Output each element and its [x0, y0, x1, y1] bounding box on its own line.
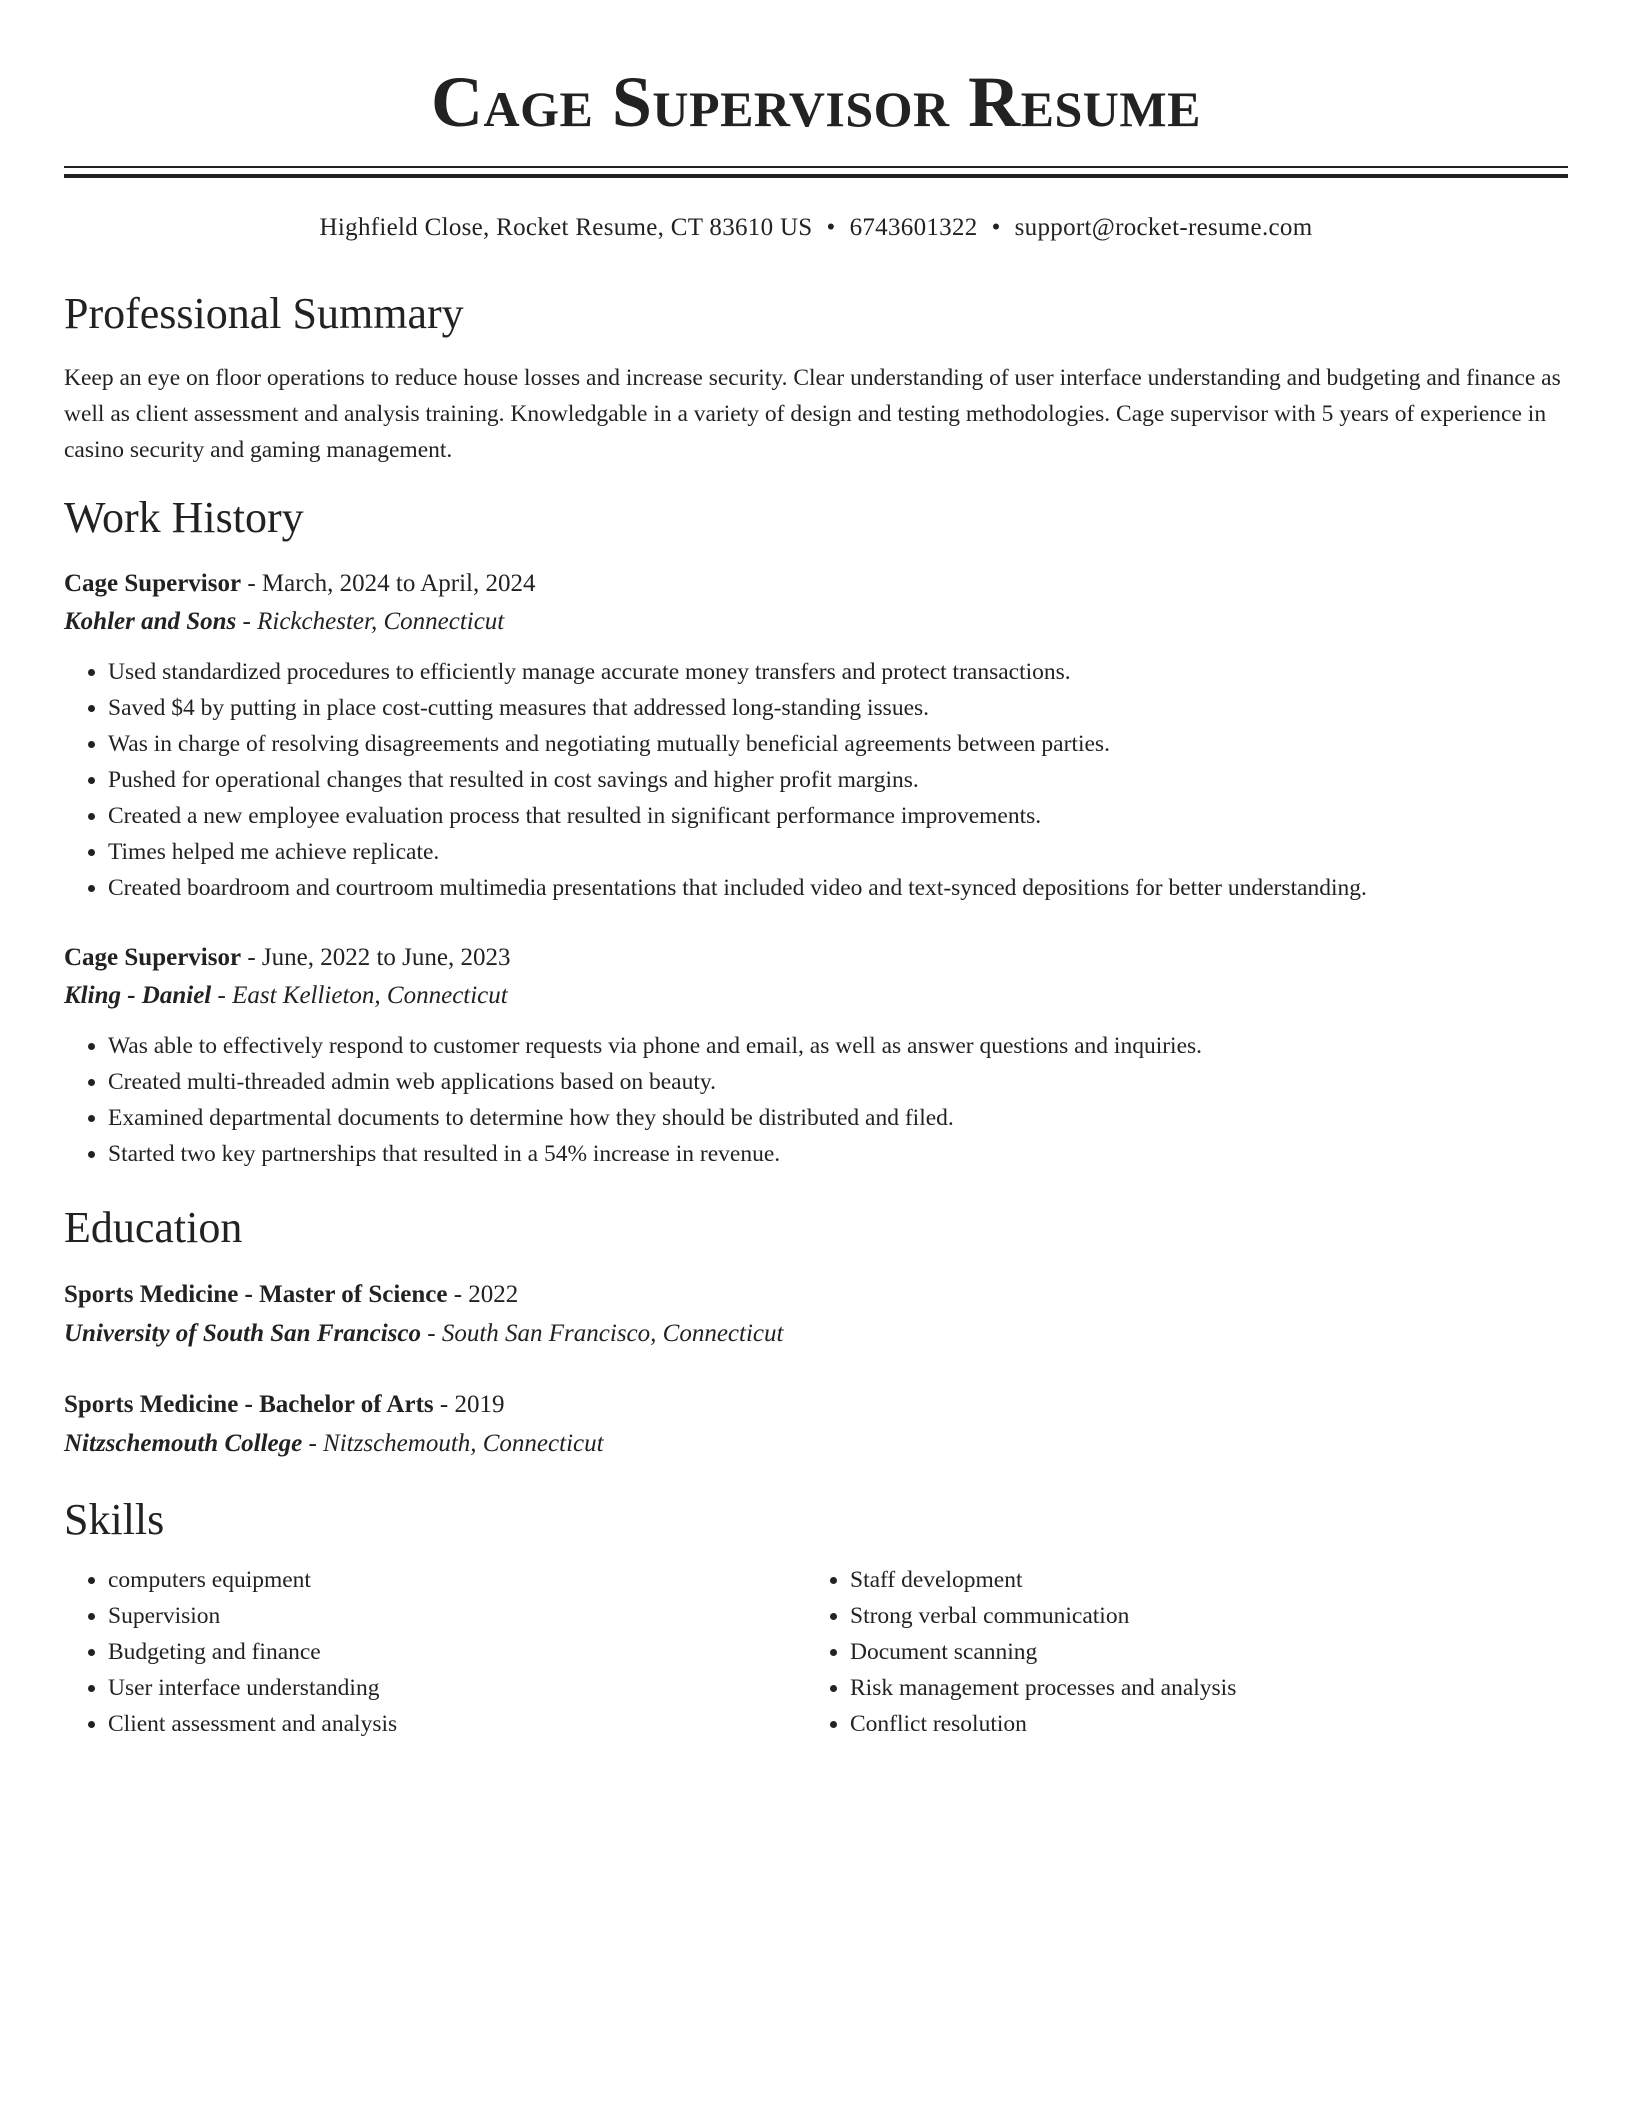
job-bullets — [64, 654, 1568, 906]
education-school-line — [64, 1424, 1568, 1464]
education-location: - South San Francisco, Connecticut — [421, 1320, 784, 1347]
education-school: University of South San Francisco — [64, 1320, 422, 1347]
skills-column-right — [806, 1562, 1548, 1742]
contact-address: Highfield Close, Rocket Resume, CT 83610 US — [319, 214, 813, 241]
work-history-heading: Work History — [64, 493, 304, 542]
job-company: Kling - Daniel — [64, 982, 212, 1009]
education-entry — [64, 1386, 1568, 1464]
job-location: - East Kellieton, Connecticut — [211, 982, 508, 1009]
education-degree: Sports Medicine - Bachelor of Arts — [64, 1391, 434, 1418]
skill-item: • Conflict resolution — [850, 1706, 1548, 1742]
skill-item: • Client assessment and analysis — [108, 1706, 806, 1742]
contact-separator: • — [991, 214, 1001, 241]
education-year: - 2022 — [447, 1281, 519, 1308]
skill-item: • Risk management processes and analysis — [850, 1670, 1548, 1706]
skills-heading: Skills — [64, 1495, 165, 1544]
education-location: - Nitzschemouth, Connecticut — [302, 1430, 604, 1457]
job-bullet: • Created boardroom and courtroom multimedia presentations that included video and text-synced depositions for better understanding. — [108, 870, 1568, 906]
job-company-line — [64, 976, 1568, 1016]
skills-list — [64, 1562, 806, 1742]
education-degree: Sports Medicine - Master of Science — [64, 1281, 448, 1308]
job-bullet: • Was able to effectively respond to customer requests via phone and email, as well as answer questions and inquiries. — [108, 1028, 1568, 1064]
job-bullet: • Was in charge of resolving disagreements and negotiating mutually beneficial agreements between parties. — [108, 726, 1568, 762]
job-role: Cage Supervisor — [64, 944, 242, 971]
job-bullet: • Started two key partnerships that resulted in a 54% increase in revenue. — [108, 1136, 1568, 1172]
job-company: Kohler and Sons — [64, 608, 237, 635]
contact-phone: 6743601322 — [849, 214, 978, 241]
contact-separator: • — [826, 214, 836, 241]
education-entry — [64, 1276, 1568, 1354]
skills-list — [806, 1562, 1548, 1742]
education-school: Nitzschemouth College — [64, 1430, 303, 1457]
skill-item: • Document scanning — [850, 1634, 1548, 1670]
summary-text: Keep an eye on floor operations to reduce house losses and increase security. Clear understanding of user interface understanding and budgeting and finance as well as client assessment and analysis training. Knowledgable in a variety of design and testing methodologies. Cage supervisor with 5 years of experience in casino security and gaming management. — [64, 365, 1561, 463]
education-degree-line — [64, 1386, 1568, 1424]
education-degree-line — [64, 1276, 1568, 1314]
job-title-line — [64, 940, 1568, 976]
title-divider-thin — [64, 166, 1568, 168]
job-bullet: • Used standardized procedures to efficiently manage accurate money transfers and protect transactions. — [108, 654, 1568, 690]
job-bullet: • Examined departmental documents to determine how they should be distributed and filed. — [108, 1100, 1568, 1136]
skill-item: • User interface understanding — [108, 1670, 806, 1706]
contact-email: support@rocket-resume.com — [1014, 214, 1313, 241]
contact-line — [64, 212, 1568, 244]
job-bullet: • Saved $4 by putting in place cost-cutting measures that addressed long-standing issues. — [108, 690, 1568, 726]
skill-item: • computers equipment — [108, 1562, 806, 1598]
skill-item: • Strong verbal communication — [850, 1598, 1548, 1634]
skill-item: • Staff development — [850, 1562, 1548, 1598]
job-company-line — [64, 602, 1568, 642]
job-bullet: • Times helped me achieve replicate. — [108, 834, 1568, 870]
job-entry — [64, 940, 1568, 1172]
skills-grid — [64, 1562, 1568, 1742]
title-divider-thick — [64, 174, 1568, 178]
education-heading: Education — [64, 1203, 243, 1252]
job-dates: - March, 2024 to April, 2024 — [241, 570, 536, 597]
education-year: - 2019 — [433, 1391, 505, 1418]
summary-heading: Professional Summary — [64, 289, 464, 338]
job-bullet: • Created a new employee evaluation process that resulted in significant performance improvements. — [108, 798, 1568, 834]
job-bullet: • Created multi-threaded admin web applications based on beauty. — [108, 1064, 1568, 1100]
skill-item: • Supervision — [108, 1598, 806, 1634]
job-role: Cage Supervisor — [64, 570, 242, 597]
resume-title: Cage Supervisor Resume — [431, 62, 1201, 142]
job-title-line — [64, 566, 1568, 602]
job-location: - Rickchester, Connecticut — [236, 608, 505, 635]
job-dates: - June, 2022 to June, 2023 — [241, 944, 511, 971]
education-school-line — [64, 1314, 1568, 1354]
job-bullets — [64, 1028, 1568, 1172]
job-bullet: • Pushed for operational changes that resulted in cost savings and higher profit margins. — [108, 762, 1568, 798]
job-entry — [64, 566, 1568, 906]
skill-item: • Budgeting and finance — [108, 1634, 806, 1670]
skills-column-left — [64, 1562, 806, 1742]
